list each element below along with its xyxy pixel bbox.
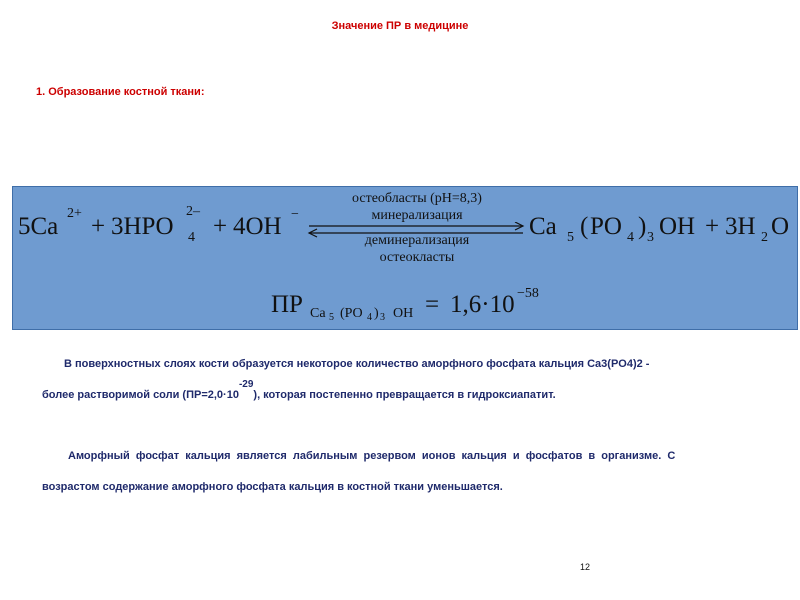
arrow-label-osteoblasts: остеобласты (pH=8,3) bbox=[352, 191, 482, 206]
plus-sign: + bbox=[91, 213, 106, 240]
ksp-symbol: ПР bbox=[271, 291, 303, 318]
paragraph-1-text-a: более растворимой соли (ПР=2,0·10 bbox=[42, 389, 239, 401]
paragraph-2-line-2: возрастом содержание аморфного фосфата кальция в костной ткани уменьшается. bbox=[42, 481, 503, 493]
product-ca: Ca bbox=[529, 213, 557, 240]
product-oh: OH bbox=[659, 213, 696, 240]
ksp-equals: = bbox=[425, 291, 440, 318]
section-heading: 1. Образование костной ткани: bbox=[36, 86, 205, 98]
ksp-subscript-4: 4 bbox=[367, 312, 372, 323]
paragraph-1-line-2 bbox=[42, 379, 556, 401]
product-water-o: O bbox=[771, 213, 790, 240]
reactant-oh-charge: − bbox=[291, 207, 299, 222]
ksp-subscript-po: (PO bbox=[340, 306, 363, 321]
plus-sign: + bbox=[705, 213, 720, 240]
paragraph-1-line-1: В поверхностных слоях кости образуется некоторое количество аморфного фосфата кальция Ca3(PO4)2 - bbox=[64, 358, 650, 370]
reactant-ca-charge: 2+ bbox=[67, 206, 82, 221]
arrow-label-mineralization: минерализация bbox=[371, 208, 463, 223]
arrow-label-osteoclasts: остеокласты bbox=[379, 250, 455, 265]
product-po-subscript: 4 bbox=[627, 230, 634, 245]
arrow-label-demineralization: деминерализация bbox=[364, 233, 470, 248]
product-lparen: ( bbox=[580, 213, 589, 240]
product-po: PO bbox=[590, 213, 622, 240]
formula-panel bbox=[12, 186, 798, 330]
page-number: 12 bbox=[580, 562, 591, 572]
reactant-hpo-charge: 2– bbox=[186, 204, 200, 219]
reactant-ca: 5Ca bbox=[18, 213, 59, 240]
product-paren-subscript: 3 bbox=[647, 230, 654, 245]
ksp-subscript-5: 5 bbox=[329, 312, 334, 323]
product-water: 3H bbox=[725, 213, 756, 240]
ksp-subscript-oh: OH bbox=[393, 306, 414, 321]
product-ca-subscript: 5 bbox=[567, 230, 574, 245]
paragraph-1-exponent: -29 bbox=[238, 379, 254, 390]
ksp-exponent: −58 bbox=[517, 286, 539, 301]
reactant-oh: 4OH bbox=[233, 213, 282, 240]
slide-title: Значение ПР в медицине bbox=[331, 20, 469, 32]
ksp-subscript-3: 3 bbox=[380, 312, 385, 323]
plus-sign: + bbox=[213, 213, 228, 240]
ksp-subscript-ca: Ca bbox=[310, 306, 326, 321]
reactant-hpo-subscript: 4 bbox=[188, 230, 195, 245]
product-rparen: ) bbox=[638, 213, 647, 240]
paragraph-2-line-1: Аморфный фосфат кальция является лабильным резервом ионов кальция и фосфатов в организме. С bbox=[68, 450, 676, 462]
ksp-subscript-close: ) bbox=[374, 306, 379, 321]
paragraph-1-text-b: ), которая постепенно превращается в гидроксиапатит. bbox=[253, 389, 556, 401]
ksp-value: 1,6·10 bbox=[450, 291, 515, 318]
product-water-subscript: 2 bbox=[761, 230, 768, 245]
reactant-hpo: 3HPO bbox=[111, 213, 174, 240]
